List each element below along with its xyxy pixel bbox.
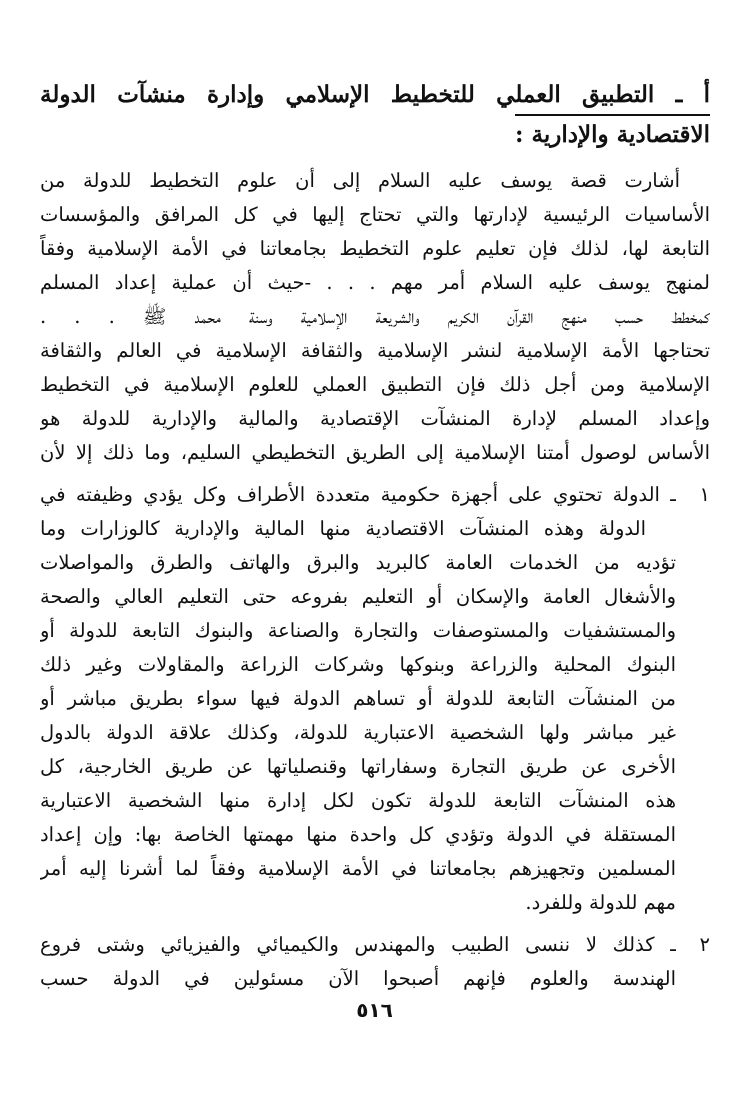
list-item-body	[40, 478, 676, 920]
paragraph-line: البنوك المحلية والزراعة وبنوكها وشركات الزراعة والمقاولات وغير ذلك	[40, 653, 676, 676]
paragraph-line: الدولة وهذه المنشآت الاقتصادية منها المالية والإدارية كالوزارات وما	[40, 517, 646, 540]
paragraph-line: وإعداد المسلم لإدارة المنشآت الإقتصادية والمالية والإدارية للدولة هو	[40, 407, 710, 430]
heading-line-1: أ ـ التطبيق العملي للتخطيط الإسلامي وإدارة منشآت الدولة	[40, 81, 710, 108]
paragraph-line: الأساس لوصول أمتنا الإسلامية إلى الطريق التخطيطي السليم، وما ذلك إلا لأن	[40, 441, 710, 464]
paragraph-line: هذه المنشآت التابعة للدولة تكون لكل إدارة منها الشخصية الاعتبارية	[40, 789, 676, 812]
paragraph-line: الإسلامية ومن أجل ذلك فإن التطبيق العملي للعلوم الإسلامية في التخطيط	[40, 373, 710, 396]
paragraph-line: الهندسة والعلوم فإنهم أصبحوا الآن مسئولين في الدولة حسب	[40, 967, 676, 990]
paragraph-line: الأخرى عن طريق التجارة وسفاراتها وقنصلياتها عن طريق الخارجية، كل	[40, 755, 676, 778]
intro-paragraph	[40, 164, 710, 470]
paragraph-line: مهم للدولة وللفرد.	[525, 891, 676, 914]
paragraph-line: تحتاجها الأمة الإسلامية لنشر الإسلامية والثقافة الإسلامية في العالم والثقافة	[40, 339, 710, 362]
paragraph-line: من المنشآت التابعة للدولة أو تساهم الدولة فيها سواء بطريق مباشر أو	[40, 687, 676, 710]
list-item-number: ٢	[699, 933, 710, 956]
paragraph-line: لمنهج يوسف عليه السلام أمر مهم . . . -حيث أن عملية إعداد المسلم	[40, 271, 710, 294]
paragraph-line: غير مباشر ولها الشخصية الاعتبارية للدولة، وكذلك علاقة الدولة بالدول	[40, 721, 676, 744]
paragraph-line: تؤديه من الخدمات العامة كالبريد والبرق والهاتف والطرق والمواصلات	[40, 551, 676, 574]
paragraph-line: الأساسيات الرئيسية لإدارتها والتي تحتاج إليها في كل المرافق والمؤسسات	[40, 203, 710, 226]
list-item-body	[40, 928, 676, 996]
paragraph-line: والمستشفيات والمستوصفات والتجارة والصناعة والبنوك التابعة للدولة أو	[40, 619, 676, 642]
list-item-2	[40, 928, 710, 996]
paragraph-line: المستقلة في الدولة وتؤدي كل واحدة منها مهمتها الخاصة بها: وإن إعداد	[40, 823, 676, 846]
page-number: ٥١٦	[356, 998, 393, 1022]
page-content	[40, 78, 710, 996]
list-item-number: ١	[699, 483, 710, 506]
paragraph-line: التابعة لها، لذلك فإن تعليم علوم التخطيط بجامعاتنا في الأمة الإسلامية وفقاً	[40, 237, 710, 260]
paragraph-line: كمخطط حسب منهج القرآن الكريم والشريعة الإسلامية وسنة محمد ﷺ . . .	[40, 305, 710, 328]
paragraph-line: ـ الدولة تحتوي على أجهزة حكومية متعددة الأطراف وكل يؤدي وظيفته في	[40, 483, 676, 506]
paragraph-line: ـ كذلك لا ننسى الطبيب والمهندس والكيميائي والفيزيائي وشتى فروع	[40, 933, 676, 956]
paragraph-line: أشارت قصة يوسف عليه السلام إلى أن علوم التخطيط للدولة من	[40, 169, 680, 192]
list-item-1	[40, 478, 710, 920]
paragraph-line: المسلمين وتجهيزهم بجامعاتنا في الأمة الإسلامية وفقاً لما أشرنا إليه أمر	[40, 857, 676, 880]
heading-line-2: الاقتصادية والإدارية :	[515, 114, 710, 152]
section-heading	[40, 78, 710, 152]
paragraph-line: والأشغال العامة والإسكان أو التعليم بفروعه حتى التعليم العالي والصحة	[40, 585, 676, 608]
